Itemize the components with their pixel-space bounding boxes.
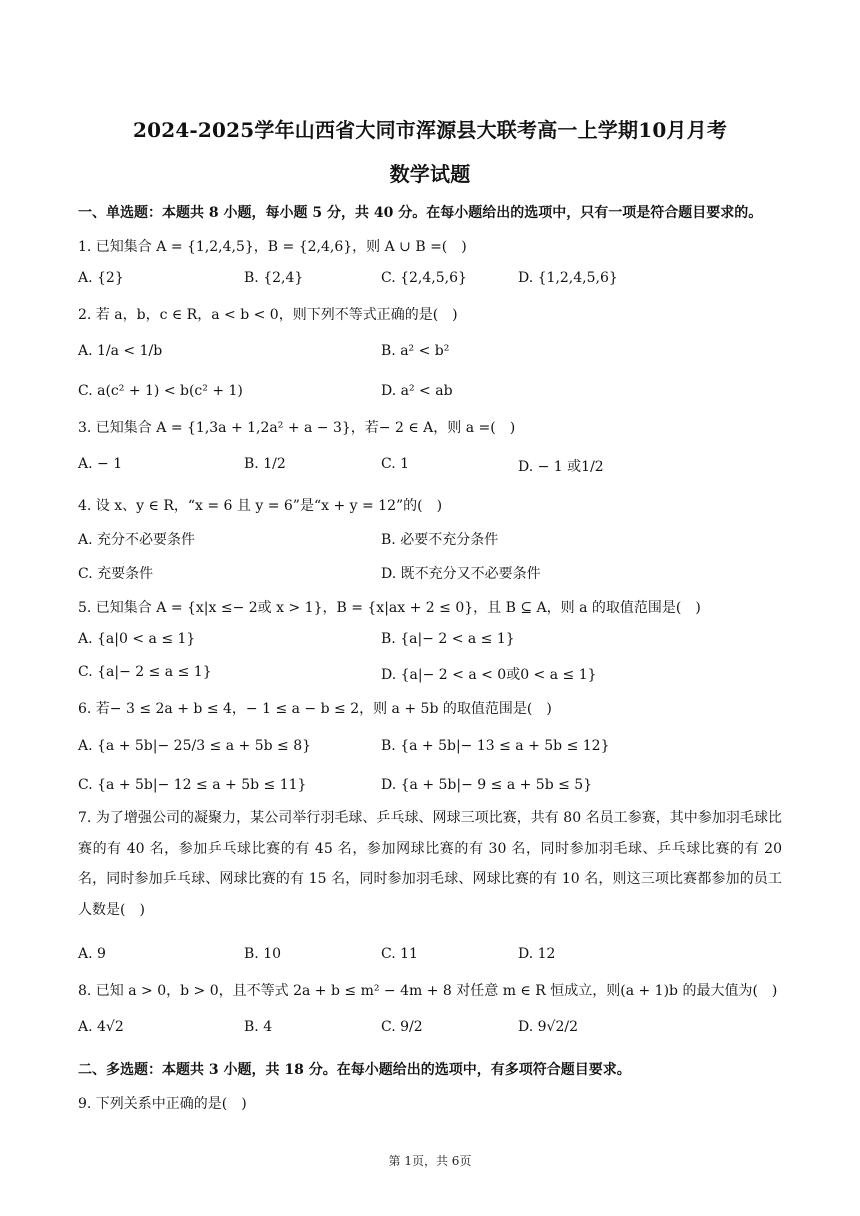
question-stem: 2. 若 a，b，c ∈ R，a < b < 0，则下列不等式正确的是( ) [78, 307, 458, 323]
option: D. {a|− 2 < a < 0或0 < a ≤ 1} [381, 667, 597, 683]
option: B. {2,4} [244, 270, 304, 286]
section-heading-single-choice: 一、单选题：本题共 8 小题，每小题 5 分，共 40 分。在每小题给出的选项中，只有一项是符合题目要求的。 [78, 205, 763, 221]
question-stem: 3. 已知集合 A = {1,3a + 1,2a² + a − 3}，若− 2 ∈ A，则 a =( ) [78, 420, 516, 436]
option: A. {a + 5b|− 25/3 ≤ a + 5b ≤ 8} [78, 738, 312, 754]
option: A. 充分不必要条件 [78, 532, 196, 548]
option: D. − 1 或1/2 [518, 459, 604, 475]
question-stem: 4. 设 x、y ∈ R，“x = 6 且 y = 6”是“x + y = 12”的( ) [78, 498, 443, 514]
option: D. a² < ab [381, 383, 453, 399]
option: C. {a|− 2 ≤ a ≤ 1} [78, 664, 212, 680]
option: D. 12 [518, 946, 556, 962]
option: A. − 1 [78, 456, 123, 472]
question-stem: 8. 已知 a > 0，b > 0，且不等式 2a + b ≤ m² − 4m + 8 对任意 m ∈ R 恒成立，则(a + 1)b 的最大值为( ) [78, 983, 778, 999]
option: B. {a|− 2 < a ≤ 1} [381, 631, 515, 647]
option: C. 1 [381, 456, 410, 472]
option: C. {2,4,5,6} [381, 270, 467, 286]
option: A. 9 [78, 946, 106, 962]
option: B. {a + 5b|− 13 ≤ a + 5b ≤ 12} [381, 738, 610, 754]
option: C. 11 [381, 946, 418, 962]
option: B. 10 [244, 946, 282, 962]
option: D. {1,2,4,5,6} [518, 270, 618, 286]
option: D. 9√2/2 [518, 1019, 578, 1035]
option: A. {2} [78, 270, 124, 286]
question-stem: 7. 为了增强公司的凝聚力，某公司举行羽毛球、乒乓球、网球三项比赛，共有 80 名员工参赛，其中参加羽毛球比赛的有 40 名，参加乒乓球比赛的有 45 名，参加网球比赛的有 30 名，同时参加羽毛球、乒乓球比赛的有 20 名，同时参加乒乓球、网球比赛的有 15 名，同时参加羽毛球、网球比赛的有 10 名，则这三项比赛都参加的员工人数是( ) [78, 810, 782, 918]
option: C. 充要条件 [78, 566, 154, 582]
option: D. 既不充分又不必要条件 [381, 566, 541, 582]
option: A. 4√2 [78, 1019, 124, 1035]
option: A. 1/a < 1/b [78, 343, 163, 359]
question-stem: 9. 下列关系中正确的是( ) [78, 1096, 247, 1112]
option: C. 9/2 [381, 1019, 423, 1035]
section-heading-multi-choice: 二、多选题：本题共 3 小题，共 18 分。在每小题给出的选项中，有多项符合题目要求。 [78, 1062, 631, 1078]
page-subtitle: 数学试题 [389, 162, 471, 186]
option: C. a(c² + 1) < b(c² + 1) [78, 383, 243, 399]
option: B. a² < b² [381, 343, 450, 359]
question-stem: 1. 已知集合 A = {1,2,4,5}，B = {2,4,6}，则 A ∪ B =( ) [78, 239, 467, 255]
option: C. {a + 5b|− 12 ≤ a + 5b ≤ 11} [78, 777, 307, 793]
option: A. {a|0 < a ≤ 1} [78, 631, 196, 647]
option: D. {a + 5b|− 9 ≤ a + 5b ≤ 5} [381, 777, 593, 793]
page-title: 2024-2025学年山西省大同市浑源县大联考高一上学期10月月考 [132, 118, 728, 142]
option: B. 1/2 [244, 456, 286, 472]
question-stem: 6. 若− 3 ≤ 2a + b ≤ 4，− 1 ≤ a − b ≤ 2，则 a + 5b 的取值范围是( ) [78, 701, 552, 717]
question-stem: 5. 已知集合 A = {x|x ≤− 2或 x > 1}，B = {x|ax + 2 ≤ 0}，且 B ⊆ A，则 a 的取值范围是( ) [78, 600, 701, 616]
option: B. 必要不充分条件 [381, 532, 499, 548]
option: B. 4 [244, 1019, 273, 1035]
page-footer: 第 1页，共 6页 [388, 1154, 472, 1168]
